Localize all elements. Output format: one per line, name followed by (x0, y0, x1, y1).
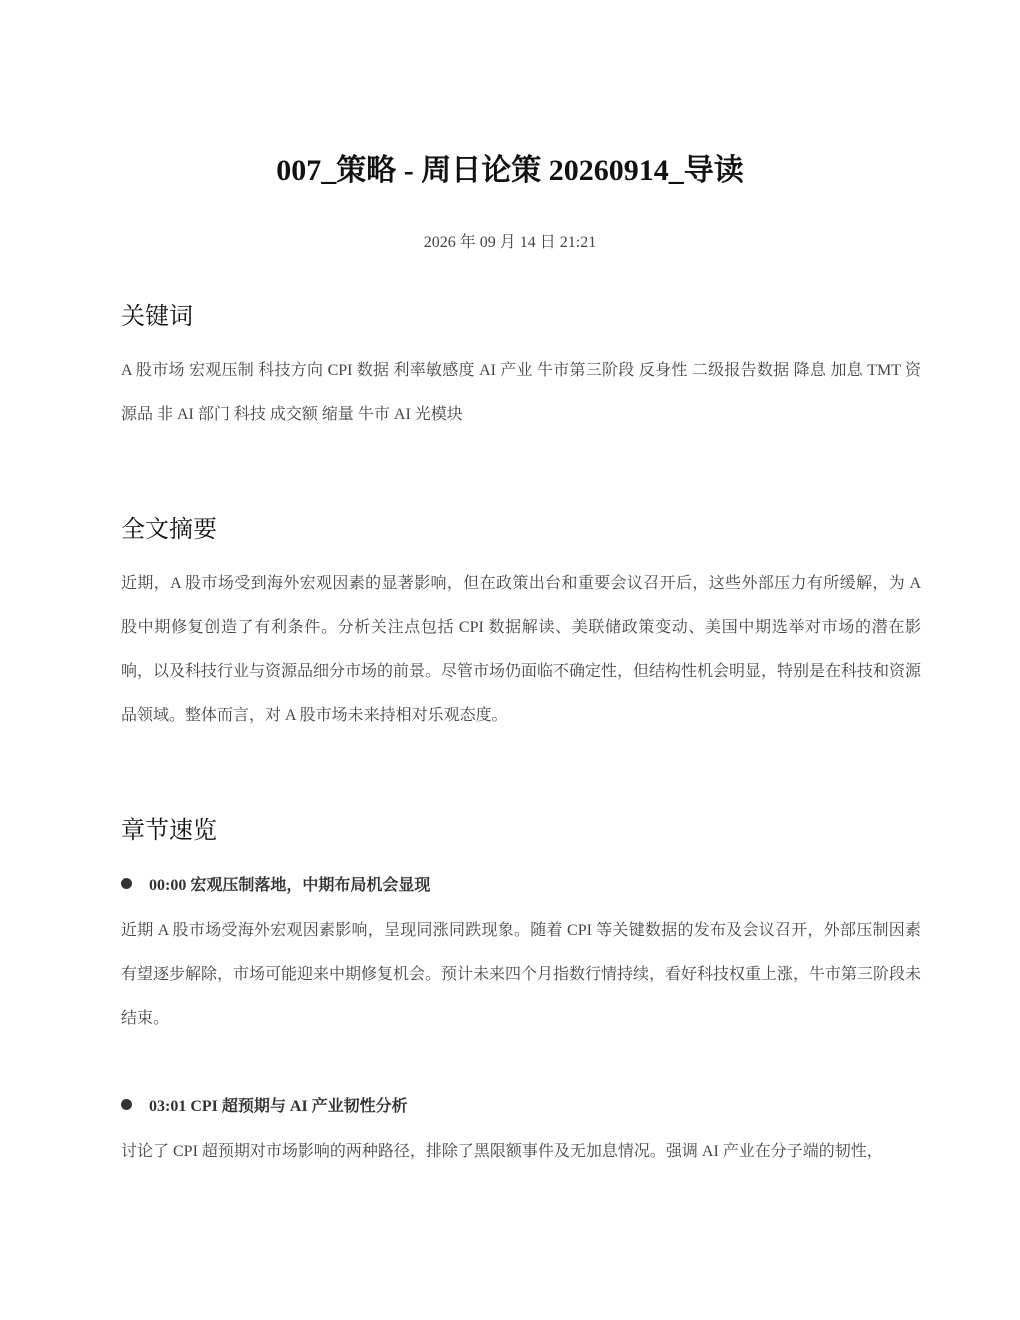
chapter-item-2-text: 讨论了 CPI 超预期对市场影响的两种路径，排除了黑限额事件及无加息情况。强调 AI 产业在分子端的韧性， (121, 1143, 883, 1160)
chapter-item-2-header (121, 1096, 921, 1118)
chapter-item-1-text: 近期 A 股市场受海外宏观因素影响，呈现同涨同跌现象。随着 CPI 等关键数据的发布及会议召开，外部压制因素有望逐步解除，市场可能迎来中期修复机会。预计未来四个月指数行情持续，看好科技权重上涨，牛市第三阶段未结束。 (121, 922, 922, 1027)
chapter-item-1-header (121, 875, 921, 897)
chapters-heading: 章节速览 (121, 818, 217, 844)
chapter-item-2-title: 03:01 CPI 超预期与 AI 产业韧性分析 (149, 1098, 408, 1115)
document-date: 2026 年 09 月 14 日 21:21 (423, 234, 597, 251)
keywords-heading: 关键词 (121, 304, 193, 330)
bullet-icon (121, 1099, 132, 1110)
document-title: 007_策略 - 周日论策 20260914_导读 (276, 154, 744, 187)
chapter-item-1-title: 00:00 宏观压制落地，中期布局机会显现 (149, 877, 431, 894)
summary-text: 近期，A 股市场受到海外宏观因素的显著影响，但在政策出台和重要会议召开后，这些外部压力有所缓解，为 A 股中期修复创造了有利条件。分析关注点包括 CPI 数据解读、美联储政策变动、美国中期选举对市场的潜在影响，以及科技行业与资源品细分市场的前景。尽管市场仍面临不确定性，但结构性机会明显，特别是在科技和资源品领域。整体而言，对 A 股市场未来持相对乐观态度。 (121, 575, 922, 724)
keywords-text: A 股市场 宏观压制 科技方向 CPI 数据 利率敏感度 AI 产业 牛市第三阶段 反身性 二级报告数据 降息 加息 TMT 资源品 非 AI 部门 科技 成交额 缩量 牛市 AI 光模块 (121, 362, 921, 423)
summary-heading: 全文摘要 (121, 517, 217, 543)
bullet-icon (121, 878, 132, 889)
